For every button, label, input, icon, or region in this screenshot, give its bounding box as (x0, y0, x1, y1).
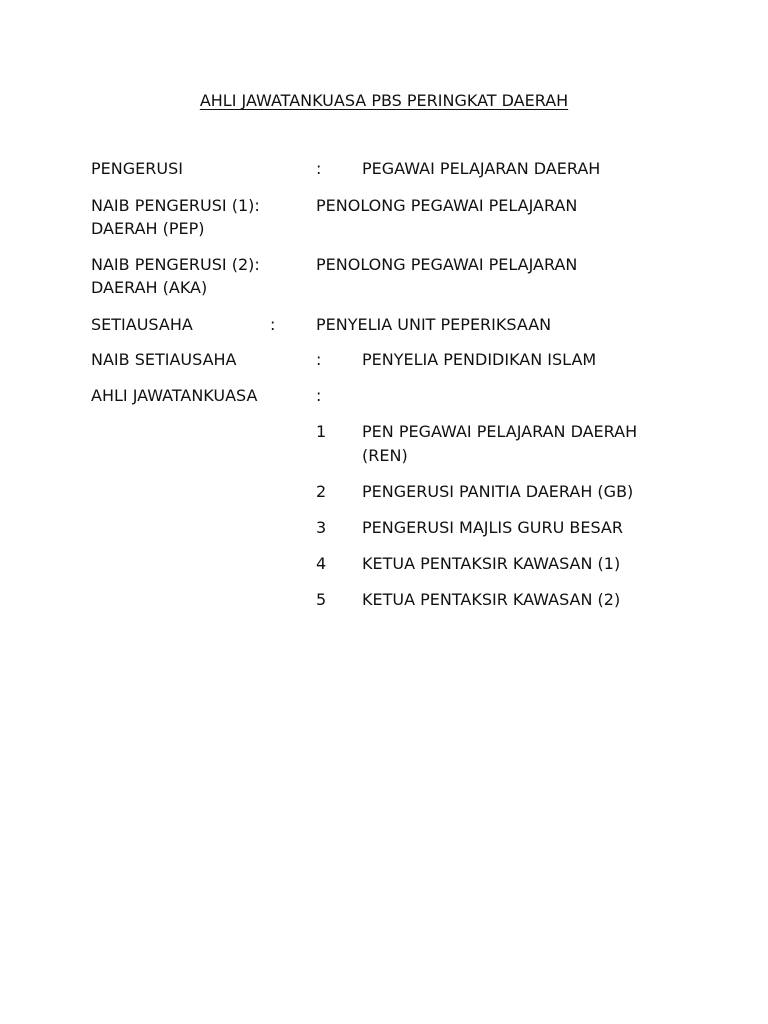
document-title: AHLI JAWATANKUASA PBS PERINGKAT DAERAH (199, 91, 569, 110)
role-label: NAIB PENGERUSI (1): (91, 196, 260, 215)
role-value: PENYELIA PENDIDIKAN ISLAM (362, 350, 597, 369)
role-value: PENOLONG PEGAWAI PELAJARAN (316, 196, 578, 215)
member-number: 4 (316, 554, 327, 573)
role-label: PENGERUSI (91, 159, 183, 178)
role-colon: : (316, 159, 322, 178)
role-value: PENOLONG PEGAWAI PELAJARAN (316, 255, 578, 274)
member-text: PEN PEGAWAI PELAJARAN DAERAH (362, 422, 638, 441)
role-label: NAIB SETIAUSAHA (91, 350, 237, 369)
member-text: KETUA PENTAKSIR KAWASAN (1) (362, 554, 621, 573)
role-label: SETIAUSAHA (91, 315, 193, 334)
role-value: PENYELIA UNIT PEPERIKSAAN (316, 315, 552, 334)
member-text-line2: (REN) (362, 446, 408, 465)
member-number: 2 (316, 482, 327, 501)
role-colon: : (270, 315, 276, 334)
member-text: PENGERUSI MAJLIS GURU BESAR (362, 518, 623, 537)
role-value: PEGAWAI PELAJARAN DAERAH (362, 159, 601, 178)
member-number: 3 (316, 518, 327, 537)
member-text: PENGERUSI PANITIA DAERAH (GB) (362, 482, 634, 501)
member-text: KETUA PENTAKSIR KAWASAN (2) (362, 590, 621, 609)
member-number: 5 (316, 590, 327, 609)
member-number: 1 (316, 422, 327, 441)
role-label-line2: DAERAH (PEP) (91, 219, 205, 238)
role-label: AHLI JAWATANKUASA (91, 386, 258, 405)
role-colon: : (316, 350, 322, 369)
role-colon: : (316, 386, 322, 405)
role-label-line2: DAERAH (AKA) (91, 278, 208, 297)
role-label: NAIB PENGERUSI (2): (91, 255, 260, 274)
